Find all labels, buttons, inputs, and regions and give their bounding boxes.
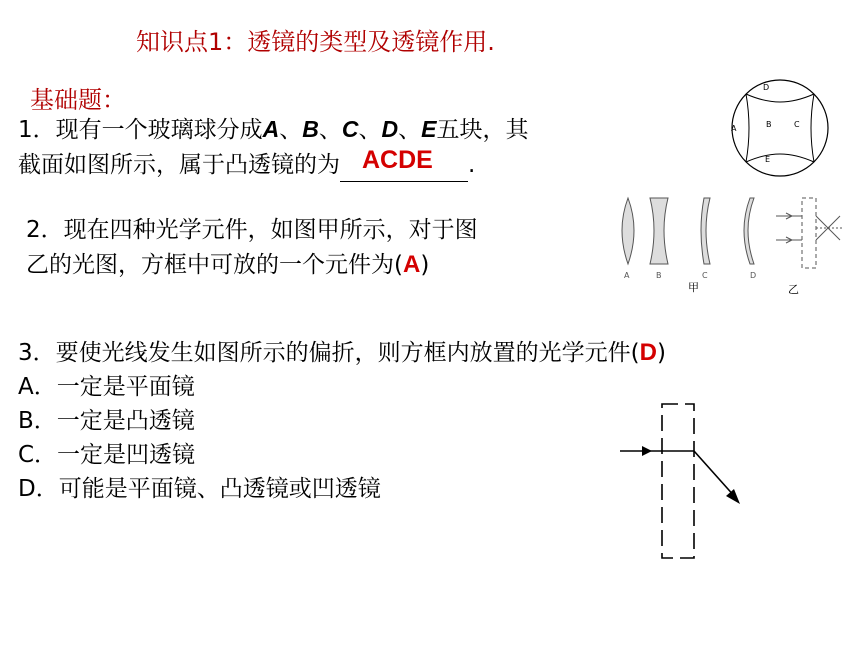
q1-sep: 、: [279, 117, 303, 143]
q1-part-b: B: [302, 116, 319, 142]
optical-elements-figure: [614, 190, 846, 298]
q1-text-end: 五块，其: [436, 117, 529, 143]
dashed-box-icon: [802, 198, 816, 268]
glass-ball-figure: [720, 76, 844, 180]
lens-a-label: A: [624, 271, 630, 280]
lens-d-label: D: [750, 271, 757, 280]
q3-text: 3．要使光线发生如图所示的偏折，则方框内放置的光学元件(: [18, 340, 640, 366]
page-title: 知识点1：透镜的类型及透镜作用.: [136, 28, 495, 56]
lens-a-icon: [622, 198, 634, 264]
q1-part-e: E: [421, 116, 437, 142]
arrow-head-icon: [726, 489, 740, 504]
caption-yi: 乙: [788, 283, 799, 296]
fig1-label-e: E: [765, 155, 771, 164]
q2-close: ): [420, 252, 430, 278]
lens-d-icon: [744, 198, 754, 264]
q2-answer: A: [402, 251, 421, 278]
caption-jia: 甲: [688, 281, 699, 294]
dashed-box-icon: [662, 404, 694, 558]
lens-b-label: B: [656, 271, 662, 280]
question-2-line-2: [26, 248, 429, 282]
q1-text-2: 截面如图所示，属于凸透镜的为: [18, 152, 340, 178]
refracted-ray-icon: [694, 451, 736, 498]
lens-b-icon: [650, 198, 668, 264]
q1-sep: 、: [398, 117, 422, 143]
q2-text: 乙的光图，方框中可放的一个元件为(: [26, 252, 403, 278]
question-1-line-1: [18, 112, 528, 147]
q1-part-c: C: [341, 116, 359, 142]
q1-answer-blank: [340, 146, 468, 182]
question-1-line-2: [18, 148, 475, 182]
q3-option-d: D．可能是平面镜、凸透镜或凹透镜: [18, 476, 381, 502]
q3-answer: D: [639, 339, 657, 366]
deflection-figure: [616, 400, 746, 562]
q1-part-d: D: [381, 116, 399, 142]
section-label: 基础题：: [30, 86, 126, 114]
fig1-label-a: A: [731, 124, 737, 133]
fig1-label-d: D: [763, 83, 770, 92]
q1-sep: 、: [358, 117, 382, 143]
q1-text: 1．现有一个玻璃球分成: [18, 117, 263, 143]
q3-close: ): [656, 340, 666, 366]
fig1-label-b: B: [766, 120, 772, 129]
question-3-stem: [18, 336, 666, 370]
q1-period: .: [468, 152, 476, 178]
q3-option-a: A．一定是平面镜: [18, 374, 195, 400]
q3-option-b: B．一定是凸透镜: [18, 408, 195, 434]
q1-answer: ACDE: [362, 146, 433, 174]
lens-c-icon: [701, 198, 710, 264]
q1-sep: 、: [318, 117, 342, 143]
fig1-label-c: C: [794, 120, 800, 129]
question-2-line-1: 2．现在四种光学元件，如图甲所示，对于图: [26, 217, 478, 243]
q3-option-c: C．一定是凹透镜: [18, 442, 196, 468]
q1-part-a: A: [262, 116, 280, 142]
lens-c-label: C: [702, 271, 708, 280]
